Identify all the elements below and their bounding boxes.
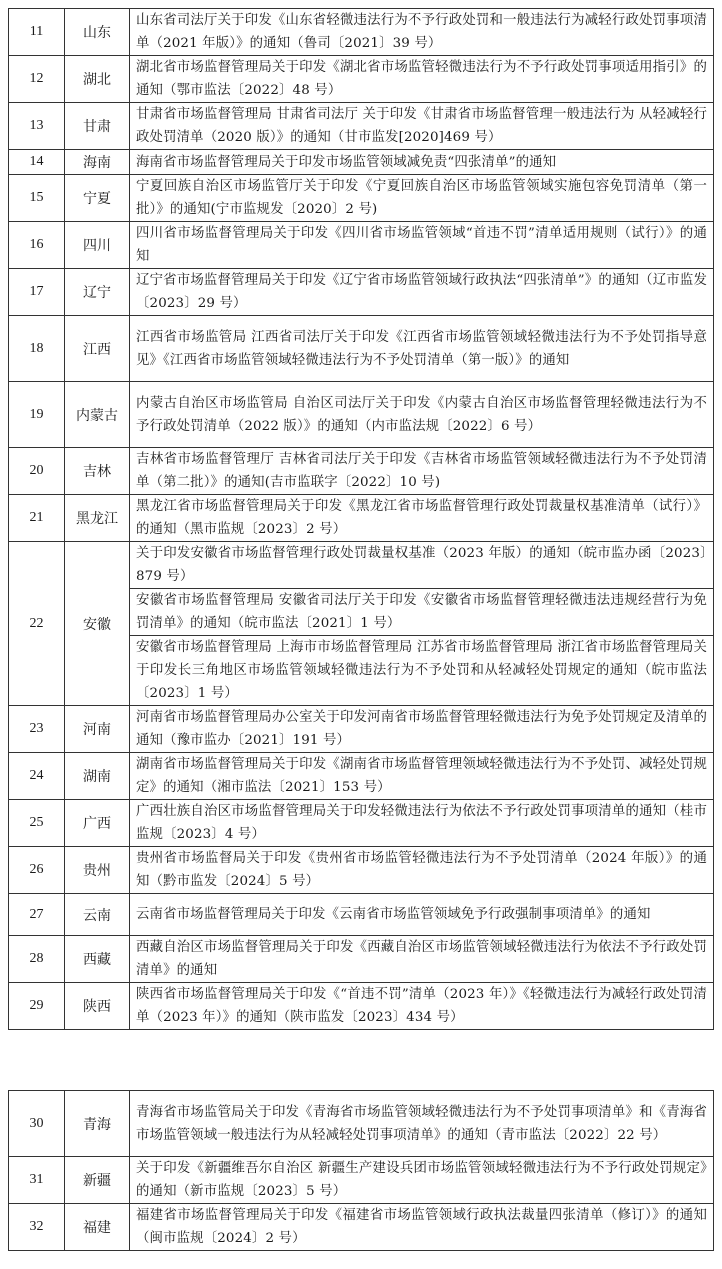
- row-number: 20: [9, 448, 65, 495]
- document-title: 关于印发《新疆维吾尔自治区 新疆生产建设兵团市场监管领域轻微违法行为不予行政处罚规定》的通知（新市监规〔2023〕5 号）: [130, 1157, 714, 1204]
- province-name: 海南: [65, 150, 130, 175]
- document-title: 甘肃省市场监督管理局 甘肃省司法厅 关于印发《甘肃省市场监督管理一般违法行为 从轻减轻行政处罚清单（2020 版）》的通知（甘市监发[2020]469 号）: [130, 103, 714, 150]
- document-title: 贵州省市场监督局关于印发《贵州省市场监管轻微违法行为不予处罚清单（2024 年版）》的通知（黔市监发〔2024〕5 号）: [130, 847, 714, 894]
- row-number: 31: [9, 1157, 65, 1204]
- row-number: 29: [9, 983, 65, 1030]
- table-row: [9, 1204, 714, 1251]
- row-number: 27: [9, 894, 65, 936]
- table-row: [9, 56, 714, 103]
- document-title: 辽宁省市场监督管理局关于印发《辽宁省市场监管领域行政执法“四张清单”》的通知（辽市监发〔2023〕29 号）: [130, 269, 714, 316]
- province-name: 河南: [65, 706, 130, 753]
- table-row: [9, 9, 714, 56]
- province-name: 贵州: [65, 847, 130, 894]
- document-title: 陕西省市场监督管理局关于印发《“首违不罚”清单（2023 年）》《轻微违法行为减轻行政处罚清单（2023 年）》的通知（陕市监发〔2023〕434 号）: [130, 983, 714, 1030]
- document-title: 黑龙江省市场监督管理局关于印发《黑龙江省市场监督管理行政处罚裁量权基准清单（试行）》的通知（黑市监规〔2023〕2 号）: [130, 495, 714, 542]
- province-name: 云南: [65, 894, 130, 936]
- regulation-table-2: [8, 1090, 714, 1251]
- row-number: 14: [9, 150, 65, 175]
- province-name: 宁夏: [65, 175, 130, 222]
- table-row: [9, 382, 714, 448]
- province-name: 西藏: [65, 936, 130, 983]
- table-row: [9, 150, 714, 175]
- table-row: [9, 800, 714, 847]
- province-name: 湖南: [65, 753, 130, 800]
- table-row: [9, 894, 714, 936]
- row-number: 18: [9, 316, 65, 382]
- document-title: 内蒙古自治区市场监管局 自治区司法厅关于印发《内蒙古自治区市场监督管理轻微违法行为不予行政处罚清单（2022 版）》的通知（内市监法规〔2022〕6 号）: [130, 382, 714, 448]
- province-name: 黑龙江: [65, 495, 130, 542]
- table-row: [9, 542, 714, 589]
- row-number: 11: [9, 9, 65, 56]
- province-name: 山东: [65, 9, 130, 56]
- row-number: 30: [9, 1091, 65, 1157]
- row-number: 19: [9, 382, 65, 448]
- row-number: 16: [9, 222, 65, 269]
- table-row: [9, 1157, 714, 1204]
- document-title: 云南省市场监督管理局关于印发《云南省市场监管领域免予行政强制事项清单》的通知: [130, 894, 714, 936]
- document-title: 河南省市场监督管理局办公室关于印发河南省市场监督管理轻微违法行为免予处罚规定及清单的通知（豫市监办〔2021〕191 号）: [130, 706, 714, 753]
- table-row: [9, 448, 714, 495]
- province-name: 甘肃: [65, 103, 130, 150]
- row-number: 17: [9, 269, 65, 316]
- province-name: 四川: [65, 222, 130, 269]
- table-row: [9, 983, 714, 1030]
- table-row: [9, 222, 714, 269]
- row-number: 24: [9, 753, 65, 800]
- document-title: 福建省市场监督管理局关于印发《福建省市场监管领域行政执法裁量四张清单（修订）》的通知（闽市监规〔2024〕2 号）: [130, 1204, 714, 1251]
- table-row: [9, 706, 714, 753]
- row-number: 26: [9, 847, 65, 894]
- province-name: 安徽: [65, 542, 130, 706]
- document-title: 关于印发安徽省市场监督管理行政处罚裁量权基准（2023 年版）的通知（皖市监办函〔2023〕879 号）: [130, 542, 714, 589]
- document-title: 广西壮族自治区市场监督管理局关于印发轻微违法行为依法不予行政处罚事项清单的通知（桂市监规〔2023〕4 号）: [130, 800, 714, 847]
- table-row: [9, 495, 714, 542]
- document-title: 安徽省市场监督管理局 安徽省司法厅关于印发《安徽省市场监督管理轻微违法违规经营行为免罚清单》的通知（皖市监法〔2021〕1 号）: [130, 589, 714, 636]
- province-name: 吉林: [65, 448, 130, 495]
- province-name: 福建: [65, 1204, 130, 1251]
- table-row: [9, 175, 714, 222]
- province-name: 内蒙古: [65, 382, 130, 448]
- row-number: 32: [9, 1204, 65, 1251]
- province-name: 辽宁: [65, 269, 130, 316]
- row-number: 23: [9, 706, 65, 753]
- row-number: 21: [9, 495, 65, 542]
- table-row: [9, 103, 714, 150]
- table-row: [9, 936, 714, 983]
- province-name: 青海: [65, 1091, 130, 1157]
- table-row: [9, 847, 714, 894]
- document-title: 安徽省市场监督管理局 上海市市场监督管理局 江苏省市场监督管理局 浙江省市场监督管理局关于印发长三角地区市场监管领域轻微违法行为不予处罚和从轻减轻处罚规定的通知（皖市监法〔2023〕1 号）: [130, 636, 714, 706]
- document-title: 西藏自治区市场监督管理局关于印发《西藏自治区市场监管领域轻微违法行为依法不予行政处罚清单》的通知: [130, 936, 714, 983]
- document-title: 湖南省市场监督管理局关于印发《湖南省市场监督管理领域轻微违法行为不予处罚、减轻处罚规定》的通知（湘市监法〔2021〕153 号）: [130, 753, 714, 800]
- regulation-table-1: [8, 8, 714, 1030]
- province-name: 江西: [65, 316, 130, 382]
- province-name: 广西: [65, 800, 130, 847]
- province-name: 陕西: [65, 983, 130, 1030]
- row-number: 13: [9, 103, 65, 150]
- row-number: 28: [9, 936, 65, 983]
- table-row: [9, 316, 714, 382]
- document-title: 海南省市场监督管理局关于印发市场监管领域减免责“四张清单”的通知: [130, 150, 714, 175]
- document-title: 青海省市场监管局关于印发《青海省市场监管领域轻微违法行为不予处罚事项清单》和《青海省市场监管领域一般违法行为从轻减轻处罚事项清单》的通知（青市监法〔2022〕22 号）: [130, 1091, 714, 1157]
- row-number: 12: [9, 56, 65, 103]
- document-title: 四川省市场监督管理局关于印发《四川省市场监管领域“首违不罚”清单适用规则（试行）》的通知: [130, 222, 714, 269]
- row-number: 22: [9, 542, 65, 706]
- document-title: 山东省司法厅关于印发《山东省轻微违法行为不予行政处罚和一般违法行为减轻行政处罚事项清单（2021 年版）》的通知（鲁司〔2021〕39 号）: [130, 9, 714, 56]
- document-title: 江西省市场监管局 江西省司法厅关于印发《江西省市场监管领域轻微违法行为不予处罚指导意见》《江西省市场监管领域轻微违法行为不予处罚清单（第一版）》的通知: [130, 316, 714, 382]
- document-title: 湖北省市场监督管理局关于印发《湖北省市场监管轻微违法行为不予行政处罚事项适用指引》的通知（鄂市监法〔2022〕48 号）: [130, 56, 714, 103]
- table-row: [9, 269, 714, 316]
- table-row: [9, 753, 714, 800]
- document-title: 吉林省市场监督管理厅 吉林省司法厅关于印发《吉林省市场监管领域轻微违法行为不予处罚清单（第二批）》的通知(吉市监联字〔2022〕10 号): [130, 448, 714, 495]
- row-number: 15: [9, 175, 65, 222]
- table-row: [9, 1091, 714, 1157]
- province-name: 新疆: [65, 1157, 130, 1204]
- document-title: 宁夏回族自治区市场监管厅关于印发《宁夏回族自治区市场监管领域实施包容免罚清单（第一批）》的通知(宁市监规发〔2020〕2 号): [130, 175, 714, 222]
- row-number: 25: [9, 800, 65, 847]
- province-name: 湖北: [65, 56, 130, 103]
